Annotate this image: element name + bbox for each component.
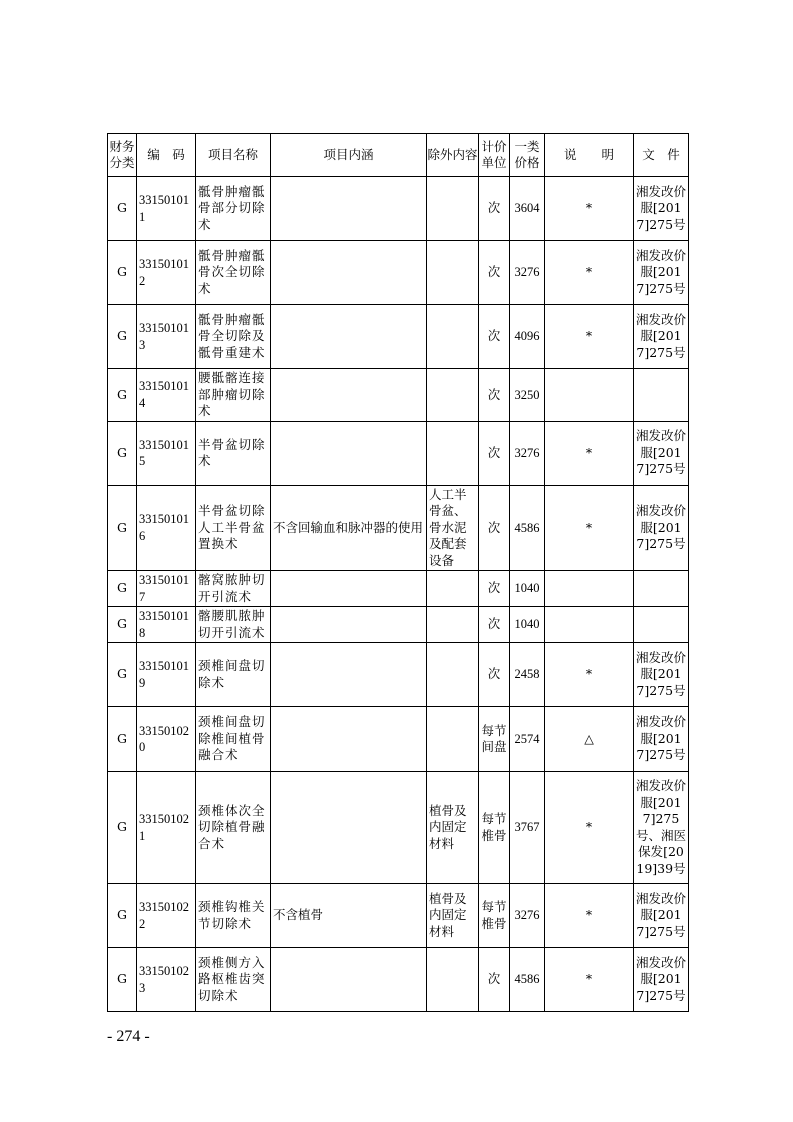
note-cell: *: [545, 421, 634, 485]
name-cell: 骶骨肿瘤骶骨次全切除术: [196, 241, 271, 305]
table-row: [108, 607, 689, 643]
document-cell: 湘发改价服[2017]275号、湘医保发[2019]39号: [634, 772, 689, 884]
table-row: [108, 643, 689, 707]
page-number: - 274 -: [107, 1028, 150, 1045]
code-cell: 331501011: [137, 177, 196, 241]
header-content: 项目内涵: [271, 134, 427, 177]
content-cell: [271, 177, 427, 241]
exclusions-cell: 植骨及内固定材料: [427, 772, 479, 884]
price-cell: 3604: [510, 177, 545, 241]
unit-cell: 次: [479, 305, 510, 369]
name-cell: 半骨盆切除人工半骨盆置换术: [196, 485, 271, 571]
content-cell: [271, 643, 427, 707]
price-cell: 3276: [510, 241, 545, 305]
name-cell: 髂窝脓肿切开引流术: [196, 571, 271, 607]
unit-cell: 每节间盘: [479, 707, 510, 772]
header-code: 编 码: [137, 134, 196, 177]
header-note: 说 明: [545, 134, 634, 177]
price-cell: 2458: [510, 643, 545, 707]
content-cell: [271, 607, 427, 643]
note-cell: [545, 369, 634, 422]
exclusions-cell: [427, 948, 479, 1012]
name-cell: 颈椎体次全切除植骨融合术: [196, 772, 271, 884]
note-cell: *: [545, 177, 634, 241]
note-cell: *: [545, 948, 634, 1012]
unit-cell: 次: [479, 369, 510, 422]
name-cell: 骶骨肿瘤骶骨全切除及骶骨重建术: [196, 305, 271, 369]
category-cell: G: [108, 707, 137, 772]
header-exclusions: 除外内容: [427, 134, 479, 177]
name-cell: 颈椎间盘切除椎间植骨融合术: [196, 707, 271, 772]
document-cell: [634, 571, 689, 607]
code-cell: 331501021: [137, 772, 196, 884]
content-cell: [271, 369, 427, 422]
table-row: [108, 177, 689, 241]
document-cell: 湘发改价服[2017]275号: [634, 643, 689, 707]
code-cell: 331501023: [137, 948, 196, 1012]
name-cell: 骶骨肿瘤骶骨部分切除术: [196, 177, 271, 241]
category-cell: G: [108, 305, 137, 369]
table-row: [108, 707, 689, 772]
document-cell: 湘发改价服[2017]275号: [634, 305, 689, 369]
exclusions-cell: [427, 571, 479, 607]
fee-schedule-table: [107, 133, 689, 1012]
content-cell: [271, 571, 427, 607]
document-cell: 湘发改价服[2017]275号: [634, 948, 689, 1012]
exclusions-cell: [427, 305, 479, 369]
category-cell: G: [108, 241, 137, 305]
price-cell: 4586: [510, 485, 545, 571]
price-cell: 4096: [510, 305, 545, 369]
content-cell: 不含回输血和脉冲器的使用: [271, 485, 427, 571]
note-cell: *: [545, 241, 634, 305]
code-cell: 331501020: [137, 707, 196, 772]
document-cell: 湘发改价服[2017]275号: [634, 421, 689, 485]
content-cell: [271, 948, 427, 1012]
table-row: [108, 421, 689, 485]
code-cell: 331501017: [137, 571, 196, 607]
document-cell: [634, 607, 689, 643]
category-cell: G: [108, 485, 137, 571]
note-cell: *: [545, 884, 634, 948]
category-cell: G: [108, 177, 137, 241]
name-cell: 腰骶髂连接部肿瘤切除术: [196, 369, 271, 422]
name-cell: 半骨盆切除术: [196, 421, 271, 485]
category-cell: G: [108, 643, 137, 707]
exclusions-cell: 人工半骨盆、骨水泥及配套设备: [427, 485, 479, 571]
table-row: [108, 305, 689, 369]
content-cell: [271, 305, 427, 369]
price-cell: 3250: [510, 369, 545, 422]
note-cell: *: [545, 305, 634, 369]
price-cell: 4586: [510, 948, 545, 1012]
note-cell: *: [545, 643, 634, 707]
table-row: [108, 571, 689, 607]
name-cell: 髂腰肌脓肿切开引流术: [196, 607, 271, 643]
document-cell: [634, 369, 689, 422]
table-row: [108, 948, 689, 1012]
table-row: [108, 241, 689, 305]
table-row: [108, 485, 689, 571]
document-cell: 湘发改价服[2017]275号: [634, 485, 689, 571]
unit-cell: 次: [479, 948, 510, 1012]
category-cell: G: [108, 948, 137, 1012]
unit-cell: 次: [479, 177, 510, 241]
table-row: [108, 772, 689, 884]
header-unit: 计价单位: [479, 134, 510, 177]
table-header: [108, 134, 689, 177]
category-cell: G: [108, 607, 137, 643]
content-cell: [271, 772, 427, 884]
unit-cell: 次: [479, 485, 510, 571]
name-cell: 颈椎间盘切除术: [196, 643, 271, 707]
header-name: 项目名称: [196, 134, 271, 177]
exclusions-cell: 植骨及内固定材料: [427, 884, 479, 948]
name-cell: 颈椎侧方入路枢椎齿突切除术: [196, 948, 271, 1012]
unit-cell: 次: [479, 643, 510, 707]
price-cell: 3276: [510, 421, 545, 485]
note-cell: [545, 571, 634, 607]
note-cell: *: [545, 485, 634, 571]
content-cell: [271, 421, 427, 485]
exclusions-cell: [427, 421, 479, 485]
category-cell: G: [108, 421, 137, 485]
name-cell: 颈椎钩椎关节切除术: [196, 884, 271, 948]
exclusions-cell: [427, 707, 479, 772]
code-cell: 331501013: [137, 305, 196, 369]
code-cell: 331501018: [137, 607, 196, 643]
price-cell: 3767: [510, 772, 545, 884]
category-cell: G: [108, 772, 137, 884]
content-cell: [271, 707, 427, 772]
table-body: [108, 177, 689, 1012]
price-cell: 2574: [510, 707, 545, 772]
exclusions-cell: [427, 241, 479, 305]
code-cell: 331501022: [137, 884, 196, 948]
exclusions-cell: [427, 369, 479, 422]
price-cell: 3276: [510, 884, 545, 948]
category-cell: G: [108, 369, 137, 422]
unit-cell: 次: [479, 241, 510, 305]
document-cell: 湘发改价服[2017]275号: [634, 884, 689, 948]
note-cell: △: [545, 707, 634, 772]
document-cell: 湘发改价服[2017]275号: [634, 241, 689, 305]
unit-cell: 次: [479, 607, 510, 643]
table-row: [108, 369, 689, 422]
content-cell: [271, 241, 427, 305]
category-cell: G: [108, 571, 137, 607]
unit-cell: 次: [479, 571, 510, 607]
unit-cell: 次: [479, 421, 510, 485]
document-cell: 湘发改价服[2017]275号: [634, 707, 689, 772]
code-cell: 331501012: [137, 241, 196, 305]
document-cell: 湘发改价服[2017]275号: [634, 177, 689, 241]
price-cell: 1040: [510, 571, 545, 607]
header-category: 财务分类: [108, 134, 137, 177]
content-cell: 不含植骨: [271, 884, 427, 948]
code-cell: 331501015: [137, 421, 196, 485]
exclusions-cell: [427, 643, 479, 707]
unit-cell: 每节椎骨: [479, 884, 510, 948]
note-cell: [545, 607, 634, 643]
price-cell: 1040: [510, 607, 545, 643]
table-row: [108, 884, 689, 948]
note-cell: *: [545, 772, 634, 884]
category-cell: G: [108, 884, 137, 948]
header-document: 文 件: [634, 134, 689, 177]
unit-cell: 每节椎骨: [479, 772, 510, 884]
header-price: 一类价格: [510, 134, 545, 177]
code-cell: 331501019: [137, 643, 196, 707]
exclusions-cell: [427, 177, 479, 241]
code-cell: 331501016: [137, 485, 196, 571]
code-cell: 331501014: [137, 369, 196, 422]
exclusions-cell: [427, 607, 479, 643]
